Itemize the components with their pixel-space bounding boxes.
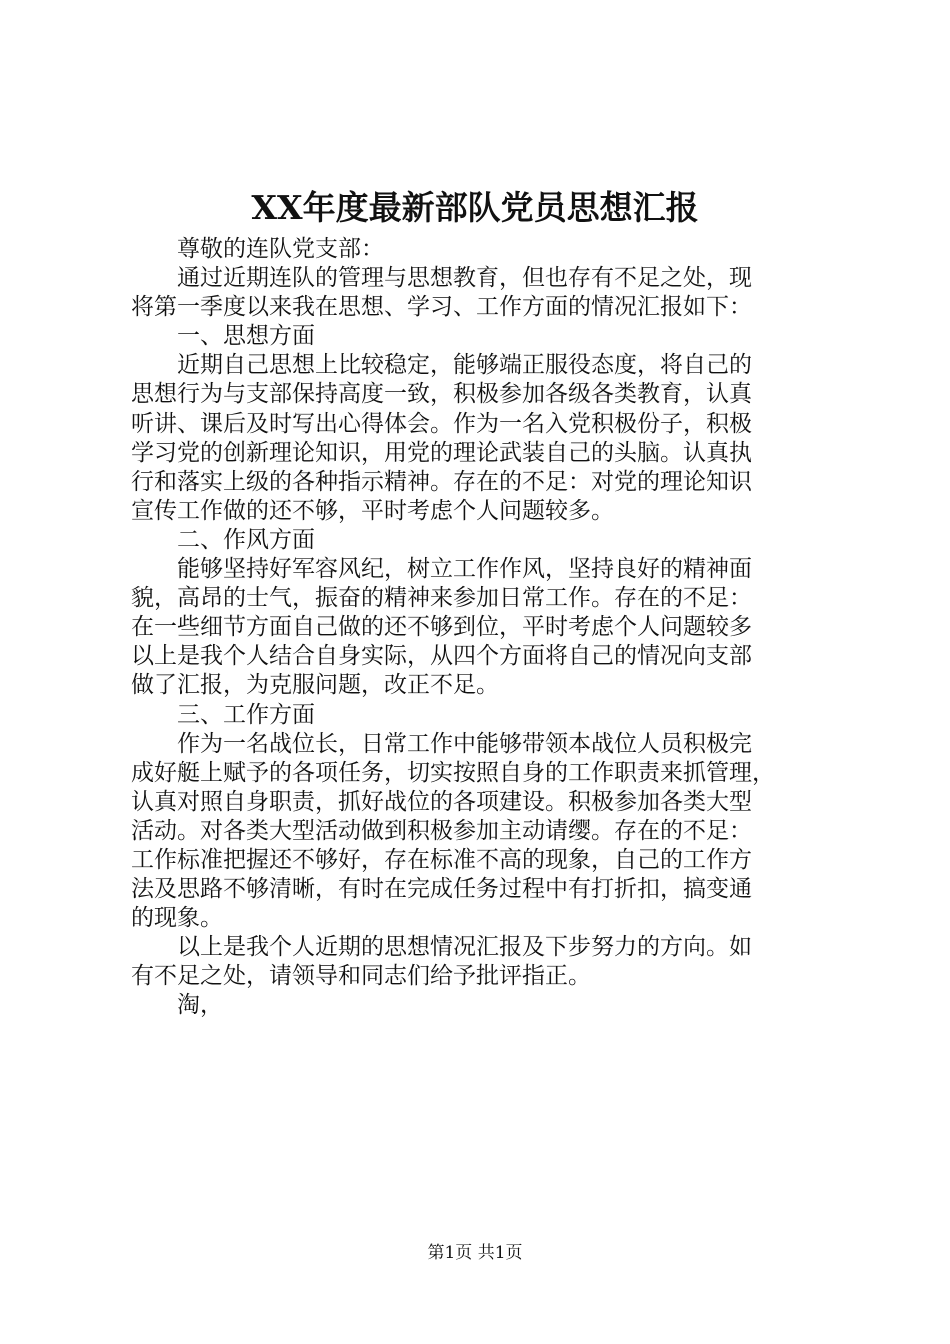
- text-line: 尊敬的连队党支部：: [177, 236, 384, 262]
- section-heading-thought: [131, 322, 831, 351]
- text-line: 宣传工作做的还不够，平时考虑个人问题较多。: [131, 497, 614, 524]
- text-line: 在一些细节方面自己做的还不够到位，平时考虑个人问题较多: [131, 614, 752, 641]
- document-title: XX年度最新部队党员思想汇报: [251, 188, 699, 227]
- text-line: 貌，高昂的士气，振奋的精神来参加日常工作。存在的不足：: [131, 585, 752, 612]
- ending-line: [131, 991, 831, 1020]
- text-line: 以上是我个人近期的思想情况汇报及下步努力的方向。如: [177, 934, 752, 961]
- text-line: 二、作风方面: [177, 526, 315, 553]
- section-heading-work: [131, 701, 831, 730]
- text-line: 淘，: [177, 992, 223, 1019]
- text-line: 做了汇报，为克服问题，改正不足。: [131, 672, 499, 699]
- text-line: 的现象。: [131, 905, 223, 932]
- text-line: 一、思想方面: [177, 323, 315, 350]
- section-style-paragraph: [131, 555, 831, 700]
- text-line: 以上是我个人结合自身实际，从四个方面将自己的情况向支部: [131, 643, 752, 670]
- text-line: 近期自己思想上比较稳定，能够端正服役态度，将自己的: [177, 352, 752, 379]
- text-line: 工作标准把握还不够好，存在标准不高的现象，自己的工作方: [131, 846, 752, 873]
- text-line: 法及思路不够清晰，有时在完成任务过程中有打折扣，搞变通: [131, 876, 752, 903]
- page-footer: 第1页 共1页: [427, 1243, 523, 1263]
- text-line: 将第一季度以来我在思想、学习、工作方面的情况汇报如下：: [131, 294, 752, 321]
- text-line: 能够坚持好军容风纪，树立工作作风，坚持良好的精神面: [177, 556, 752, 583]
- text-line: 成好艇上赋予的各项任务，切实按照自身的工作职责来抓管理，: [131, 759, 775, 786]
- section-heading-style: [131, 526, 831, 555]
- closing-paragraph: [131, 933, 831, 991]
- text-line: 三、工作方面: [177, 701, 315, 728]
- text-line: 听讲、课后及时写出心得体会。作为一名入党积极份子，积极: [131, 410, 752, 437]
- text-line: 通过近期连队的管理与思想教育，但也存有不足之处，现: [177, 265, 752, 292]
- text-line: 行和落实上级的各种指示精神。存在的不足：对党的理论知识: [131, 468, 752, 495]
- text-line: 作为一名战位长，日常工作中能够带领本战位人员积极完: [177, 730, 752, 757]
- salutation: [131, 235, 831, 264]
- text-line: 认真对照自身职责，抓好战位的各项建设。积极参加各类大型: [131, 788, 752, 815]
- intro-paragraph: [131, 264, 831, 322]
- text-line: 活动。对各类大型活动做到积极参加主动请缨。存在的不足：: [131, 817, 752, 844]
- text-line: 有不足之处，请领导和同志们给予批评指正。: [131, 963, 591, 990]
- section-work-paragraph: [131, 730, 831, 934]
- section-thought-paragraph: [131, 351, 831, 526]
- text-line: 思想行为与支部保持高度一致，积极参加各级各类教育，认真: [131, 381, 752, 408]
- document-body: [131, 235, 831, 1021]
- text-line: 学习党的创新理论知识，用党的理论武装自己的头脑。认真执: [131, 439, 752, 466]
